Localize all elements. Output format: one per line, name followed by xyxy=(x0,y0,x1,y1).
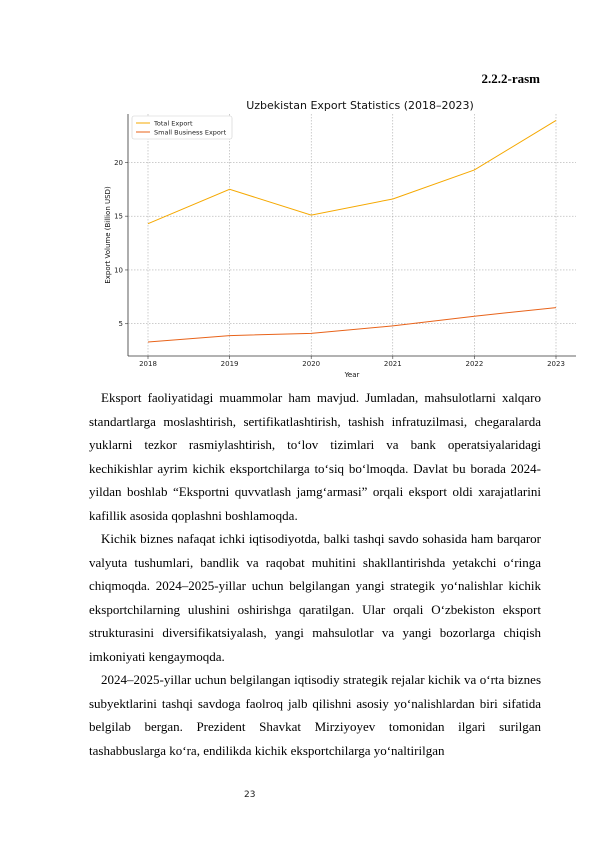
y-tick-label: 15 xyxy=(114,212,123,221)
page-number: 23 xyxy=(244,790,256,800)
series-line-small-business-export xyxy=(148,308,556,342)
y-axis-label: Export Volume (Billion USD) xyxy=(104,186,112,284)
body-text xyxy=(89,386,541,762)
x-axis-label: Year xyxy=(344,371,360,379)
legend-entry: Small Business Export xyxy=(154,128,227,137)
legend-entry: Total Export xyxy=(154,119,193,128)
y-tick-label: 20 xyxy=(114,158,123,167)
plot-area xyxy=(114,114,576,368)
y-tick-label: 5 xyxy=(118,320,123,329)
export-line-chart xyxy=(100,95,585,380)
x-tick-label: 2023 xyxy=(547,360,565,368)
paragraph: 2024–2025-yillar uchun belgilangan iqtisodiy strategik rejalar kichik va o‘rta biznes subyektlarini tashqi savdoga faolroq jalb qilishni asosiy yo‘nalishlardan biri sifatida belgilab bergan. Prezident Shavkat Mirziyoyev tomonidan ilgari surilgan tashabbuslarga ko‘ra, endilikda kichik eksportchilarga yo‘naltirilgan xyxy=(89,672,541,758)
paragraph: Eksport faoliyatidagi muammolar ham mavjud. Jumladan, mahsulotlarni xalqaro standartlarga moslashtirish, sertifikatlashtirish, tashish infratuzilmasi, chegaralarda yuklarni tezkor rasmiylashtirish, to‘lov tizimlari va bank operatsiyalaridagi kechikishlar ayrim kichik eksportchilarga to‘siq bo‘lmoqda. Davlat bu borada 2024-yildan boshlab “Eksportni quvvatlash jamg‘armasi” orqali eksport oldi xarajatlarini kafillik asosida qoplashni boshlamoqda. xyxy=(89,390,541,523)
x-tick-label: 2020 xyxy=(302,360,321,368)
x-tick-label: 2021 xyxy=(383,360,402,368)
chart-svg xyxy=(100,95,585,380)
y-tick-label: 10 xyxy=(114,266,123,275)
chart-legend xyxy=(132,116,232,139)
x-tick-label: 2019 xyxy=(220,360,239,368)
paragraph: Kichik biznes nafaqat ichki iqtisodiyotda, balki tashqi savdo sohasida ham barqaror valyuta tushumlari, bandlik va raqobat muhitini shakllantirishda yetakchi o‘ringa chiqmoqda. 2024–2025-yillar uchun belgilangan yangi strategik yo‘nalishlar kichik eksportchilarning ulushini oshirishga qaratilgan. Ular orqali O‘zbekiston eksport strukturasini diversifikatsiyalash, yangi mahsulotlar va yangi bozorlarga chiqish imkoniyati kengaymoqda. xyxy=(89,531,541,664)
x-tick-label: 2018 xyxy=(139,360,157,368)
figure-label: 2.2.2-rasm xyxy=(481,71,540,86)
x-tick-label: 2022 xyxy=(465,360,484,368)
chart-title: Uzbekistan Export Statistics (2018–2023) xyxy=(246,99,474,112)
